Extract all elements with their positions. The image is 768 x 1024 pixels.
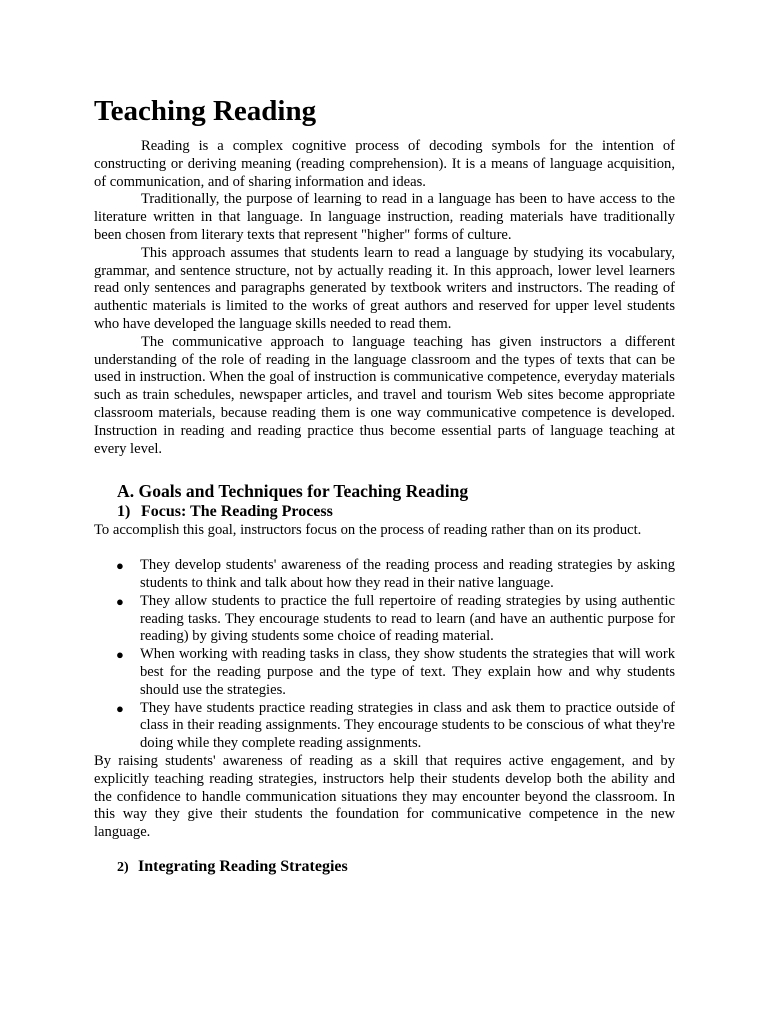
strategy-bullet-list	[94, 557, 675, 753]
section-a-heading: A. Goals and Techniques for Teaching Reading	[117, 481, 469, 502]
list-item	[116, 646, 675, 699]
subsection-1-title: Focus: The Reading Process	[141, 503, 333, 521]
subsection-1-heading	[117, 502, 675, 522]
list-item	[116, 592, 675, 646]
list-item	[116, 557, 675, 593]
paragraph-2: Traditionally, the purpose of learning to read in a language has been to have access to the literature written in that language. In language instruction, reading materials have traditionally been chosen from literary texts that represent "higher" forms of culture.	[94, 191, 675, 243]
paragraph-3: This approach assumes that students learn to read a language by studying its vocabulary, grammar, and sentence structure, not by actually reading it. In this approach, lower level learners read only sentences and paragraphs generated by textbook writers and instructors. The reading of authentic materials is limited to the works of great authors and reserved for upper level students who have developed the language skills needed to read them.	[94, 244, 675, 332]
closing-paragraph: By raising students' awareness of reading as a skill that requires active engagement, and by explicitly teaching reading strategies, instructors help their students develop both the ability and the confidence to handle communication situations they may encounter beyond the classroom. In this way they give their students the foundation for communicative competence in the new language.	[94, 752, 675, 841]
bullet-icon: ●	[116, 700, 124, 716]
subsection-2-number: 2)	[117, 859, 129, 875]
section-intro-paragraph: To accomplish this goal, instructors focus on the process of reading rather than on its product.	[94, 522, 642, 539]
list-item	[116, 699, 675, 753]
bullet-icon: ●	[116, 647, 124, 663]
document-page	[94, 94, 675, 878]
list-item-text: They allow students to practice the full repertoire of reading strategies by using authentic reading tasks. They encourage students to read to learn (and have an authentic purpose for reading) by giving students some choice of reading material.	[140, 592, 675, 645]
bullet-icon: ●	[116, 593, 124, 609]
paragraph-1: Reading is a complex cognitive process of decoding symbols for the intention of constructing or deriving meaning (reading comprehension). It is a means of language acquisition, of communication, and of sharing information and ideas.	[94, 138, 675, 190]
list-item-text: When working with reading tasks in class, they show students the strategies that will work best for the reading purpose and the type of text. They explain how and why students should use the strategies.	[140, 646, 675, 698]
list-item-text: They develop students' awareness of the reading process and reading strategies by asking students to think and talk about how they read in their native language.	[140, 557, 675, 591]
document-title: Teaching Reading	[94, 95, 317, 127]
subsection-1-number: 1)	[117, 503, 131, 521]
paragraph-4: The communicative approach to language teaching has given instructors a different understanding of the role of reading in the language classroom and the types of texts that can be used in instruction. When the goal of instruction is communicative competence, everyday materials such as train schedules, newspaper articles, and travel and tourism Web sites become appropriate classroom materials, because reading them is one way communicative competence is developed. Instruction in reading and reading practice thus become essential parts of language teaching at every level.	[94, 333, 675, 457]
subsection-2-title: Integrating Reading Strategies	[138, 857, 348, 875]
bullet-icon: ●	[116, 558, 124, 574]
subsection-2-heading	[117, 857, 675, 878]
list-item-text: They have students practice reading strategies in class and ask them to practice outside of class in their reading assignments. They encourage students to be conscious of what they're doing while they complete reading assignments.	[140, 699, 675, 752]
